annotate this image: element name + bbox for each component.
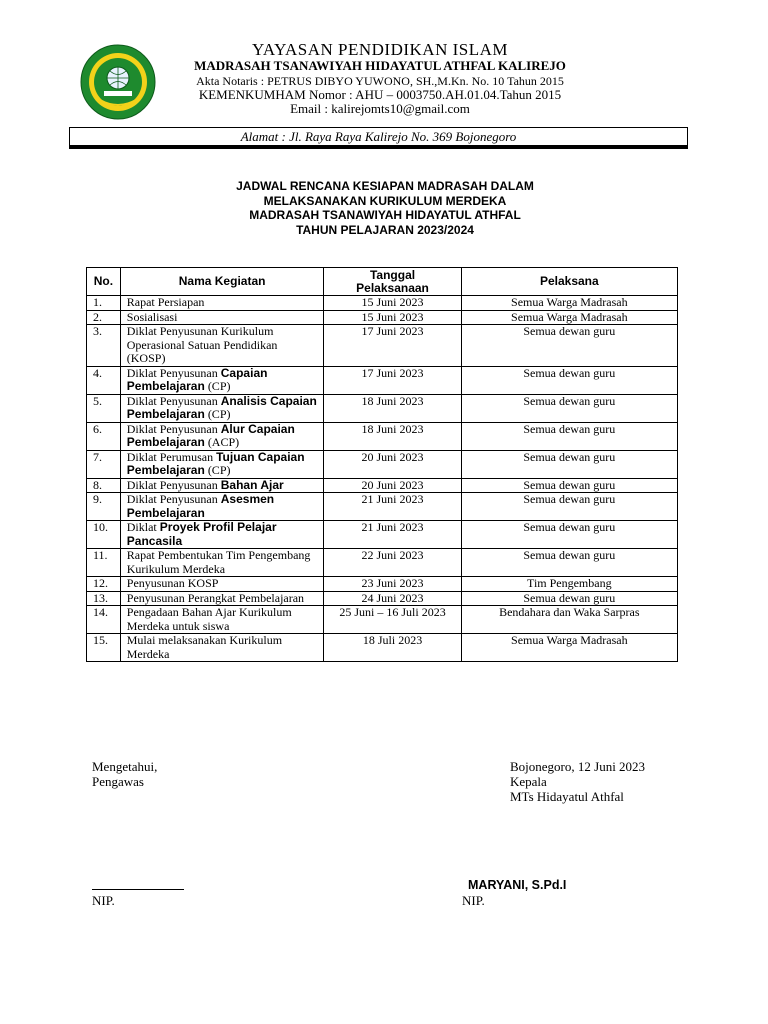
activity-name (120, 422, 324, 450)
activity-name (120, 634, 324, 662)
col-header-executor: Pelaksana (461, 268, 677, 296)
row-number: 11. (87, 549, 121, 577)
activity-name-segment: Diklat Penyusunan (126, 393, 221, 408)
activity-date: 17 Juni 2023 (324, 366, 461, 394)
activity-name-segment: (CP) (204, 379, 231, 393)
activity-date: 20 Juni 2023 (324, 450, 461, 478)
activity-date: 21 Juni 2023 (324, 493, 461, 521)
activity-executor: Semua dewan guru (461, 549, 677, 577)
table-row (87, 450, 678, 478)
activity-date: 21 Juni 2023 (324, 521, 461, 549)
activity-name (120, 549, 324, 577)
row-number: 13. (87, 591, 121, 606)
place-date: Bojonegoro, 12 Juni 2023 (510, 759, 646, 774)
ministry-decree: KEMENKUMHAM Nomor : AHU – 0003750.AH.01.04.Tahun 2015 (198, 87, 562, 102)
activity-name (120, 394, 324, 422)
row-number: 8. (87, 478, 121, 493)
activity-executor: Semua Warga Madrasah (461, 634, 677, 662)
activity-executor: Semua dewan guru (461, 450, 677, 478)
activity-name-segment: Pengadaan Bahan Ajar Kurikulum Merdeka untuk siswa (126, 605, 292, 633)
table-row (87, 493, 678, 521)
row-number: 7. (87, 450, 121, 478)
activity-name (120, 310, 324, 325)
schedule-table (86, 267, 678, 662)
table-row (87, 310, 678, 325)
activity-name-segment: Diklat Penyusunan (126, 492, 221, 506)
col-header-date-line-2: Pelaksanaan (356, 280, 429, 295)
col-header-activity: Nama Kegiatan (120, 268, 324, 296)
table-row (87, 422, 678, 450)
acknowledged-label: Mengetahui, (92, 759, 158, 774)
activity-name-segment: Sosialisasi (126, 309, 178, 324)
table-row (87, 549, 678, 577)
row-number: 2. (87, 310, 121, 325)
activity-date: 17 Juni 2023 (324, 325, 461, 367)
activity-name-segment: Asesmen Pembelajaran (126, 492, 275, 520)
activity-date: 23 Juni 2023 (324, 577, 461, 592)
col-header-date (324, 268, 461, 296)
row-number: 3. (87, 325, 121, 367)
activity-date: 24 Juni 2023 (324, 591, 461, 606)
activity-date: 25 Juni – 16 Juli 2023 (324, 606, 461, 634)
row-number: 9. (87, 493, 121, 521)
school-name: MADRASAH TSANAWIYAH HIDAYATUL ATHFAL KALIREJO (194, 58, 566, 73)
table-row (87, 591, 678, 606)
row-number: 14. (87, 606, 121, 634)
table-row (87, 366, 678, 394)
schedule-rows (87, 296, 678, 662)
activity-executor: Semua dewan guru (461, 493, 677, 521)
activity-name-segment: Diklat Perumusan (126, 449, 217, 464)
activity-name-segment: Penyusunan Perangkat Pembelajaran (126, 590, 305, 605)
row-number: 4. (87, 366, 121, 394)
activity-executor: Tim Pengembang (461, 577, 677, 592)
head-school: MTs Hidayatul Athfal (510, 789, 624, 804)
activity-name-segment: Mulai melaksanakan Kurikulum Merdeka (126, 633, 283, 661)
activity-executor: Semua dewan guru (461, 521, 677, 549)
table-row (87, 394, 678, 422)
col-header-no: No. (87, 268, 121, 296)
table-row (87, 577, 678, 592)
activity-name-segment: Capaian Pembelajaran (126, 365, 268, 393)
activity-name (120, 493, 324, 521)
table-row (87, 606, 678, 634)
table-row (87, 478, 678, 493)
row-number: 12. (87, 577, 121, 592)
activity-name (120, 450, 324, 478)
table-header-row (87, 268, 678, 296)
activity-name-segment: (ACP) (204, 435, 240, 449)
row-number: 6. (87, 422, 121, 450)
activity-executor: Semua dewan guru (461, 366, 677, 394)
col-header-date-line-1: Tanggal (369, 267, 416, 282)
table-row (87, 521, 678, 549)
activity-name-segment: (CP) (204, 407, 231, 421)
table-row (87, 634, 678, 662)
supervisor-nip: NIP. (92, 893, 115, 908)
head-nip: NIP. (462, 893, 485, 908)
activity-name (120, 296, 324, 311)
activity-executor: Bendahara dan Waka Sarpras (461, 606, 677, 634)
activity-name-segment: Penyusunan KOSP (126, 576, 219, 590)
activity-name-segment: Diklat Penyusunan (126, 477, 221, 492)
table-row (87, 325, 678, 367)
activity-name (120, 366, 324, 394)
activity-name (120, 521, 324, 549)
activity-name (120, 577, 324, 592)
activity-date: 15 Juni 2023 (324, 310, 461, 325)
activity-name-segment: Rapat Pembentukan Tim Pengembang Kurikulum Merdeka (126, 548, 311, 576)
activity-date: 22 Juni 2023 (324, 549, 461, 577)
activity-name-segment: Proyek Profil Pelajar Pancasila (126, 520, 277, 548)
activity-name-segment: Diklat (126, 520, 160, 534)
row-number: 1. (87, 296, 121, 311)
head-title: Kepala (510, 774, 547, 789)
activity-date: 18 Juli 2023 (324, 634, 461, 662)
activity-name-segment: Rapat Persiapan (126, 295, 205, 309)
school-logo (80, 44, 156, 120)
activity-date: 15 Juni 2023 (324, 296, 461, 311)
table-row (87, 296, 678, 311)
activity-name-segment: (CP) (204, 463, 231, 477)
activity-date: 20 Juni 2023 (324, 478, 461, 493)
notary-deed: Akta Notaris : PETRUS DIBYO YUWONO, SH.,M.Kn. No. 10 Tahun 2015 (196, 74, 564, 88)
activity-name-segment: Alur Capaian Pembelajaran (126, 421, 295, 449)
activity-executor: Semua dewan guru (461, 478, 677, 493)
activity-executor: Semua dewan guru (461, 591, 677, 606)
row-number: 15. (87, 634, 121, 662)
activity-executor: Semua dewan guru (461, 325, 677, 367)
activity-executor: Semua dewan guru (461, 394, 677, 422)
activity-name (120, 478, 324, 493)
doc-title-line-2: MELAKSANAKAN KURIKULUM MERDEKA (263, 194, 507, 208)
doc-title-line-1: JADWAL RENCANA KESIAPAN MADRASAH DALAM (236, 179, 534, 193)
school-email: Email : kalirejomts10@gmail.com (290, 101, 470, 116)
doc-title-line-4: TAHUN PELAJARAN 2023/2024 (296, 223, 474, 237)
activity-name-segment: Diklat Penyusunan (126, 421, 221, 436)
activity-name (120, 606, 324, 634)
activity-name (120, 325, 324, 367)
activity-executor: Semua Warga Madrasah (461, 296, 677, 311)
foundation-name: YAYASAN PENDIDIKAN ISLAM (251, 40, 508, 59)
supervisor-signature-line (92, 889, 184, 890)
doc-title-line-3: MADRASAH TSANAWIYAH HIDAYATUL ATHFAL (249, 208, 521, 222)
supervisor-title: Pengawas (92, 774, 144, 789)
activity-name-segment: Bahan Ajar (220, 477, 284, 492)
activity-name (120, 591, 324, 606)
activity-date: 18 Juni 2023 (324, 422, 461, 450)
activity-executor: Semua dewan guru (461, 422, 677, 450)
activity-executor: Semua Warga Madrasah (461, 310, 677, 325)
activity-name-segment: Tujuan Capaian Pembelajaran (126, 449, 305, 477)
activity-name-segment: Analisis Capaian Pembelajaran (126, 393, 317, 421)
activity-date: 18 Juni 2023 (324, 394, 461, 422)
row-number: 10. (87, 521, 121, 549)
row-number: 5. (87, 394, 121, 422)
activity-name-segment: Diklat Penyusunan (126, 365, 221, 380)
head-name: MARYANI, S.Pd.I (468, 878, 567, 892)
address-bar: Alamat : Jl. Raya Raya Kalirejo No. 369 Bojonegoro (69, 127, 688, 146)
activity-name-segment: Diklat Penyusunan Kurikulum Operasional Satuan Pendidikan (KOSP) (126, 324, 278, 365)
